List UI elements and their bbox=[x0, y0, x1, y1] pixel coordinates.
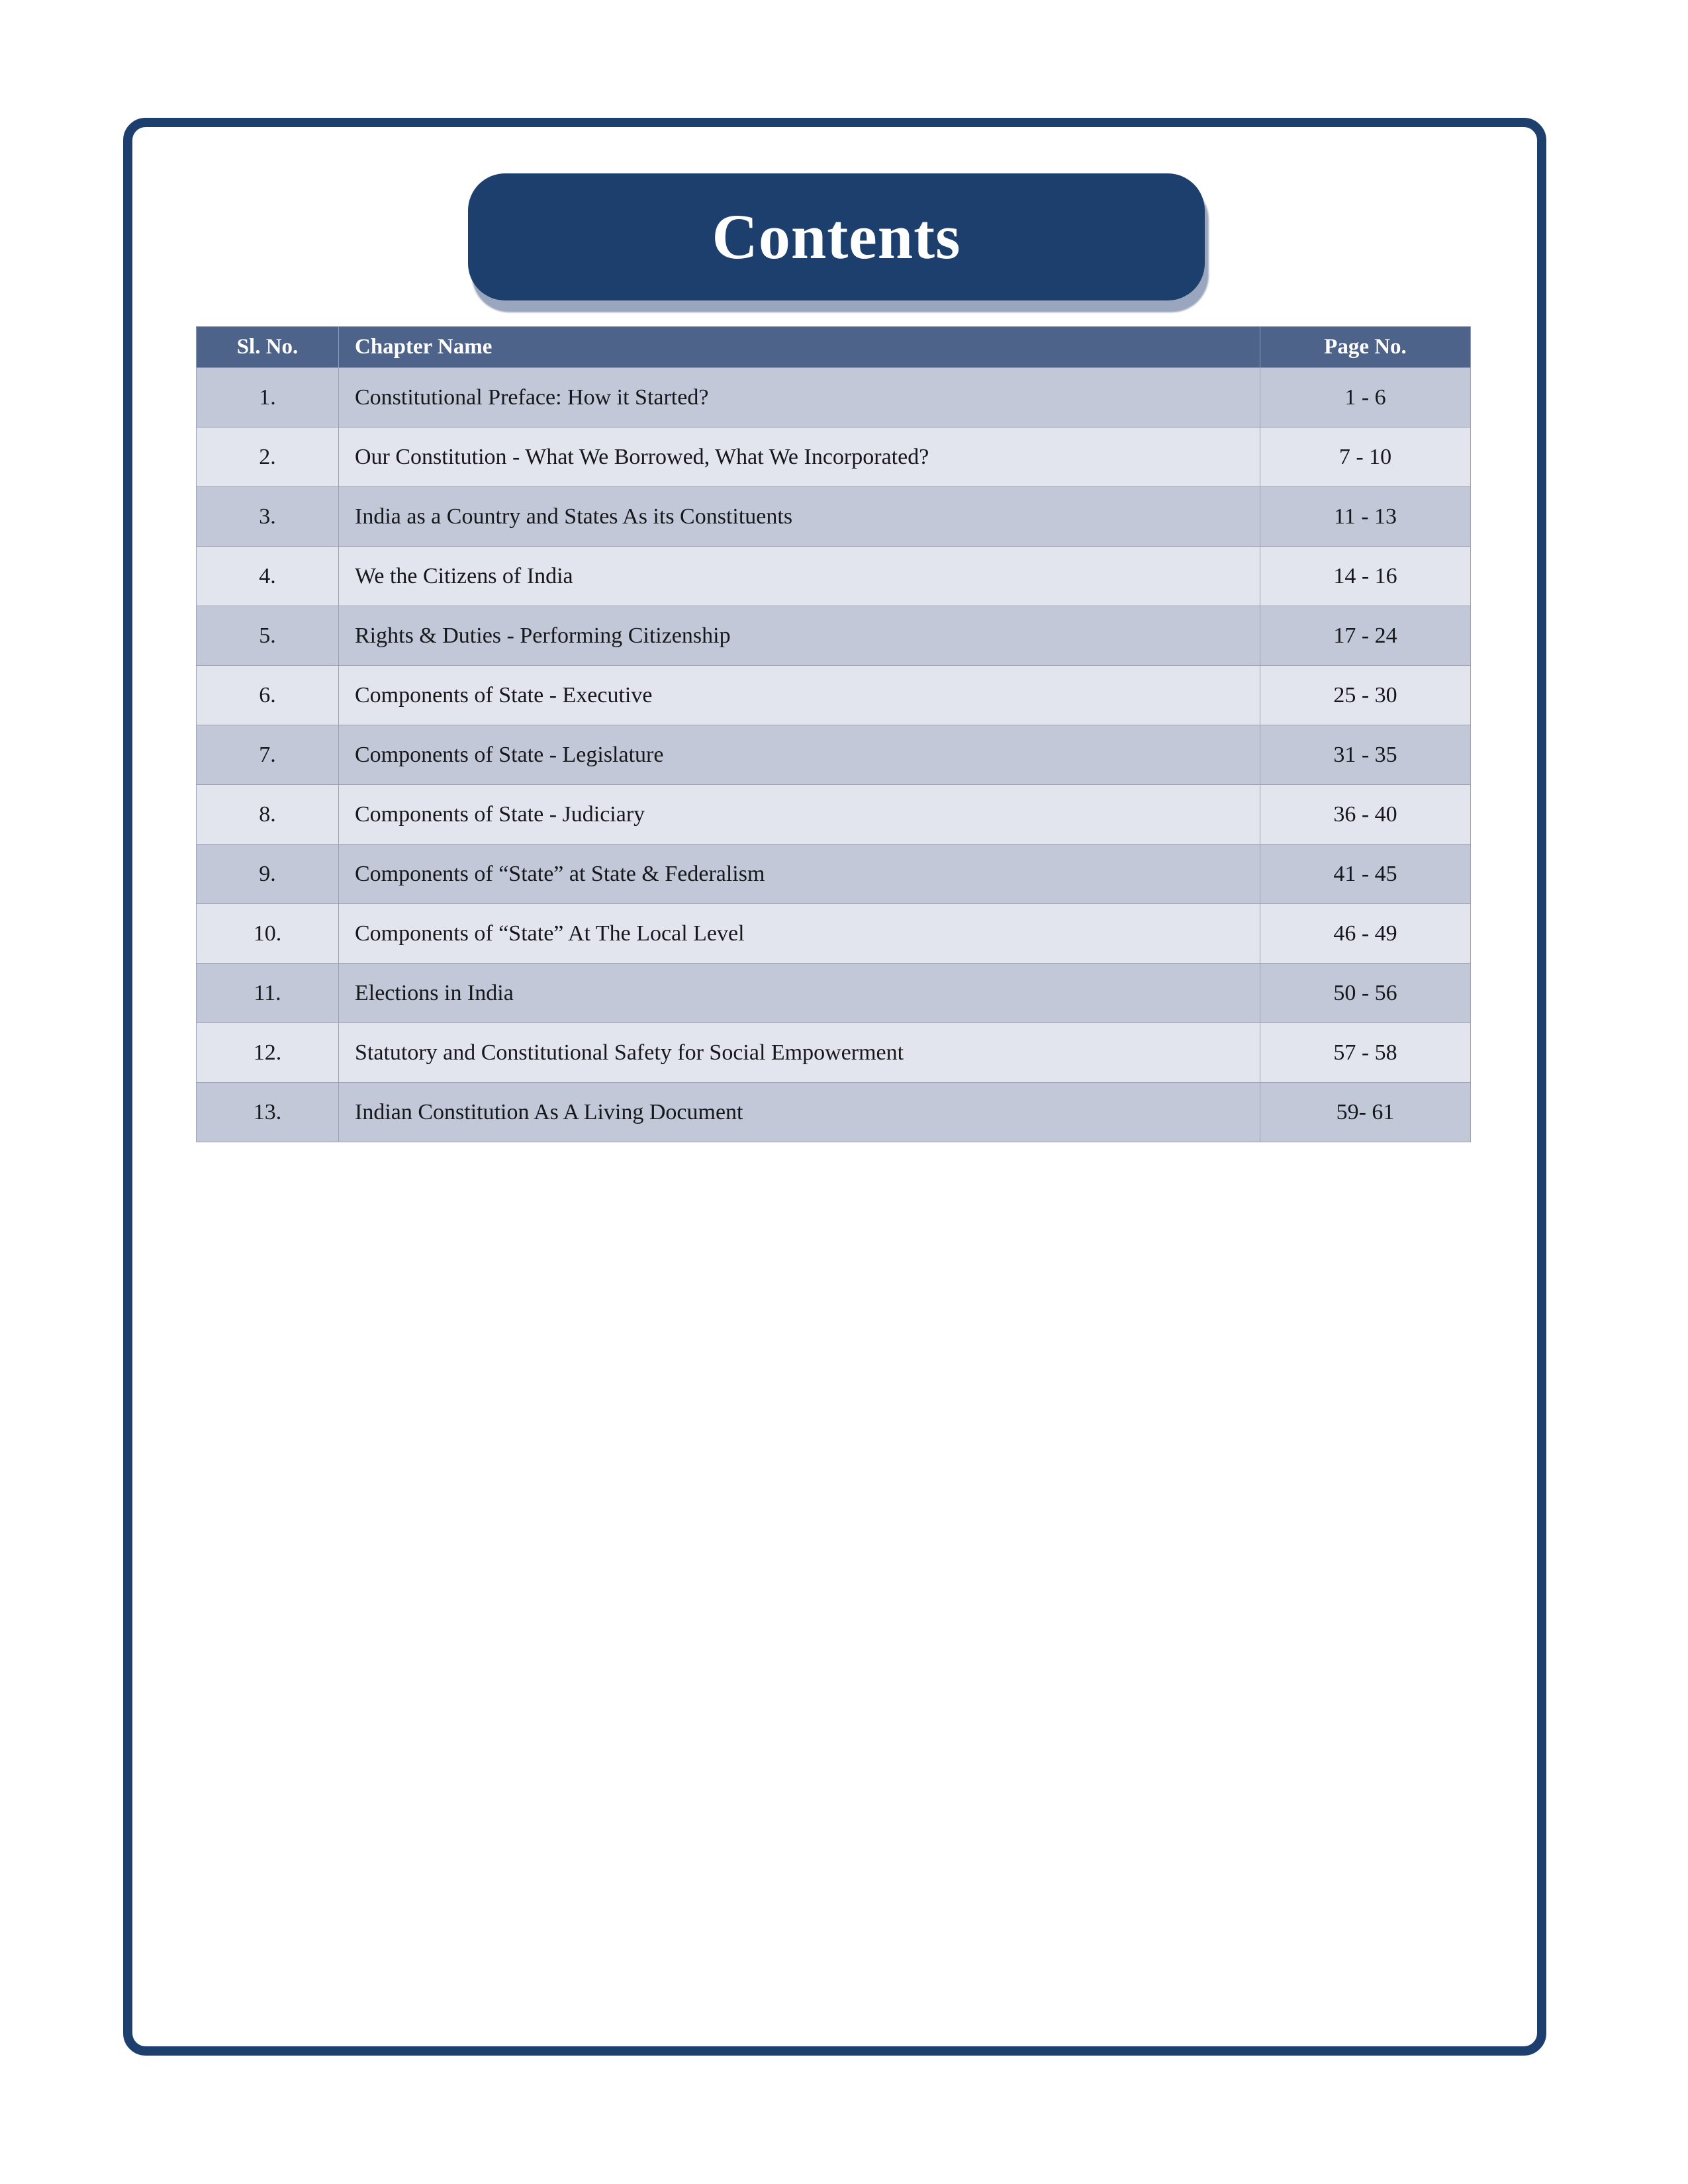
row-sl-no: 11. bbox=[197, 964, 339, 1023]
row-sl-no: 1. bbox=[197, 368, 339, 428]
row-chapter-name: Components of “State” At The Local Level bbox=[339, 904, 1260, 964]
table-row bbox=[197, 666, 1471, 725]
table-row bbox=[197, 1083, 1471, 1142]
row-page-no: 7 - 10 bbox=[1260, 428, 1471, 487]
row-sl-no: 10. bbox=[197, 904, 339, 964]
row-page-no: 41 - 45 bbox=[1260, 844, 1471, 904]
row-chapter-name: Statutory and Constitutional Safety for Social Empowerment bbox=[339, 1023, 1260, 1083]
row-chapter-name: We the Citizens of India bbox=[339, 547, 1260, 606]
table-row bbox=[197, 964, 1471, 1023]
column-header-chapter-name: Chapter Name bbox=[339, 327, 1260, 368]
row-sl-no: 2. bbox=[197, 428, 339, 487]
table-row bbox=[197, 606, 1471, 666]
table-row bbox=[197, 1023, 1471, 1083]
row-sl-no: 9. bbox=[197, 844, 339, 904]
table-header-row bbox=[197, 327, 1471, 368]
title-banner-pill bbox=[468, 173, 1205, 300]
row-page-no: 14 - 16 bbox=[1260, 547, 1471, 606]
row-page-no: 11 - 13 bbox=[1260, 487, 1471, 547]
row-page-no: 36 - 40 bbox=[1260, 785, 1471, 844]
row-sl-no: 3. bbox=[197, 487, 339, 547]
row-chapter-name: Components of State - Legislature bbox=[339, 725, 1260, 785]
row-page-no: 31 - 35 bbox=[1260, 725, 1471, 785]
row-sl-no: 7. bbox=[197, 725, 339, 785]
row-page-no: 57 - 58 bbox=[1260, 1023, 1471, 1083]
table-row bbox=[197, 844, 1471, 904]
row-sl-no: 5. bbox=[197, 606, 339, 666]
table-row bbox=[197, 368, 1471, 428]
row-sl-no: 8. bbox=[197, 785, 339, 844]
row-chapter-name: Components of State - Judiciary bbox=[339, 785, 1260, 844]
row-sl-no: 4. bbox=[197, 547, 339, 606]
row-chapter-name: Indian Constitution As A Living Document bbox=[339, 1083, 1260, 1142]
row-chapter-name: Components of “State” at State & Federalism bbox=[339, 844, 1260, 904]
row-sl-no: 12. bbox=[197, 1023, 339, 1083]
page-title: Contents bbox=[712, 201, 961, 272]
table-row bbox=[197, 547, 1471, 606]
table-row bbox=[197, 487, 1471, 547]
row-sl-no: 6. bbox=[197, 666, 339, 725]
row-page-no: 25 - 30 bbox=[1260, 666, 1471, 725]
table-row bbox=[197, 904, 1471, 964]
table-row bbox=[197, 725, 1471, 785]
table-row bbox=[197, 428, 1471, 487]
row-chapter-name: Components of State - Executive bbox=[339, 666, 1260, 725]
column-header-page-no: Page No. bbox=[1260, 327, 1471, 368]
table-of-contents bbox=[196, 326, 1471, 1142]
row-chapter-name: Rights & Duties - Performing Citizenship bbox=[339, 606, 1260, 666]
row-chapter-name: India as a Country and States As its Constituents bbox=[339, 487, 1260, 547]
row-page-no: 17 - 24 bbox=[1260, 606, 1471, 666]
column-header-sl-no: Sl. No. bbox=[197, 327, 339, 368]
row-page-no: 46 - 49 bbox=[1260, 904, 1471, 964]
row-page-no: 59- 61 bbox=[1260, 1083, 1471, 1142]
row-sl-no: 13. bbox=[197, 1083, 339, 1142]
row-chapter-name: Our Constitution - What We Borrowed, What We Incorporated? bbox=[339, 428, 1260, 487]
table-row bbox=[197, 785, 1471, 844]
row-chapter-name: Constitutional Preface: How it Started? bbox=[339, 368, 1260, 428]
contents-title-banner bbox=[468, 173, 1205, 306]
row-page-no: 1 - 6 bbox=[1260, 368, 1471, 428]
row-chapter-name: Elections in India bbox=[339, 964, 1260, 1023]
row-page-no: 50 - 56 bbox=[1260, 964, 1471, 1023]
